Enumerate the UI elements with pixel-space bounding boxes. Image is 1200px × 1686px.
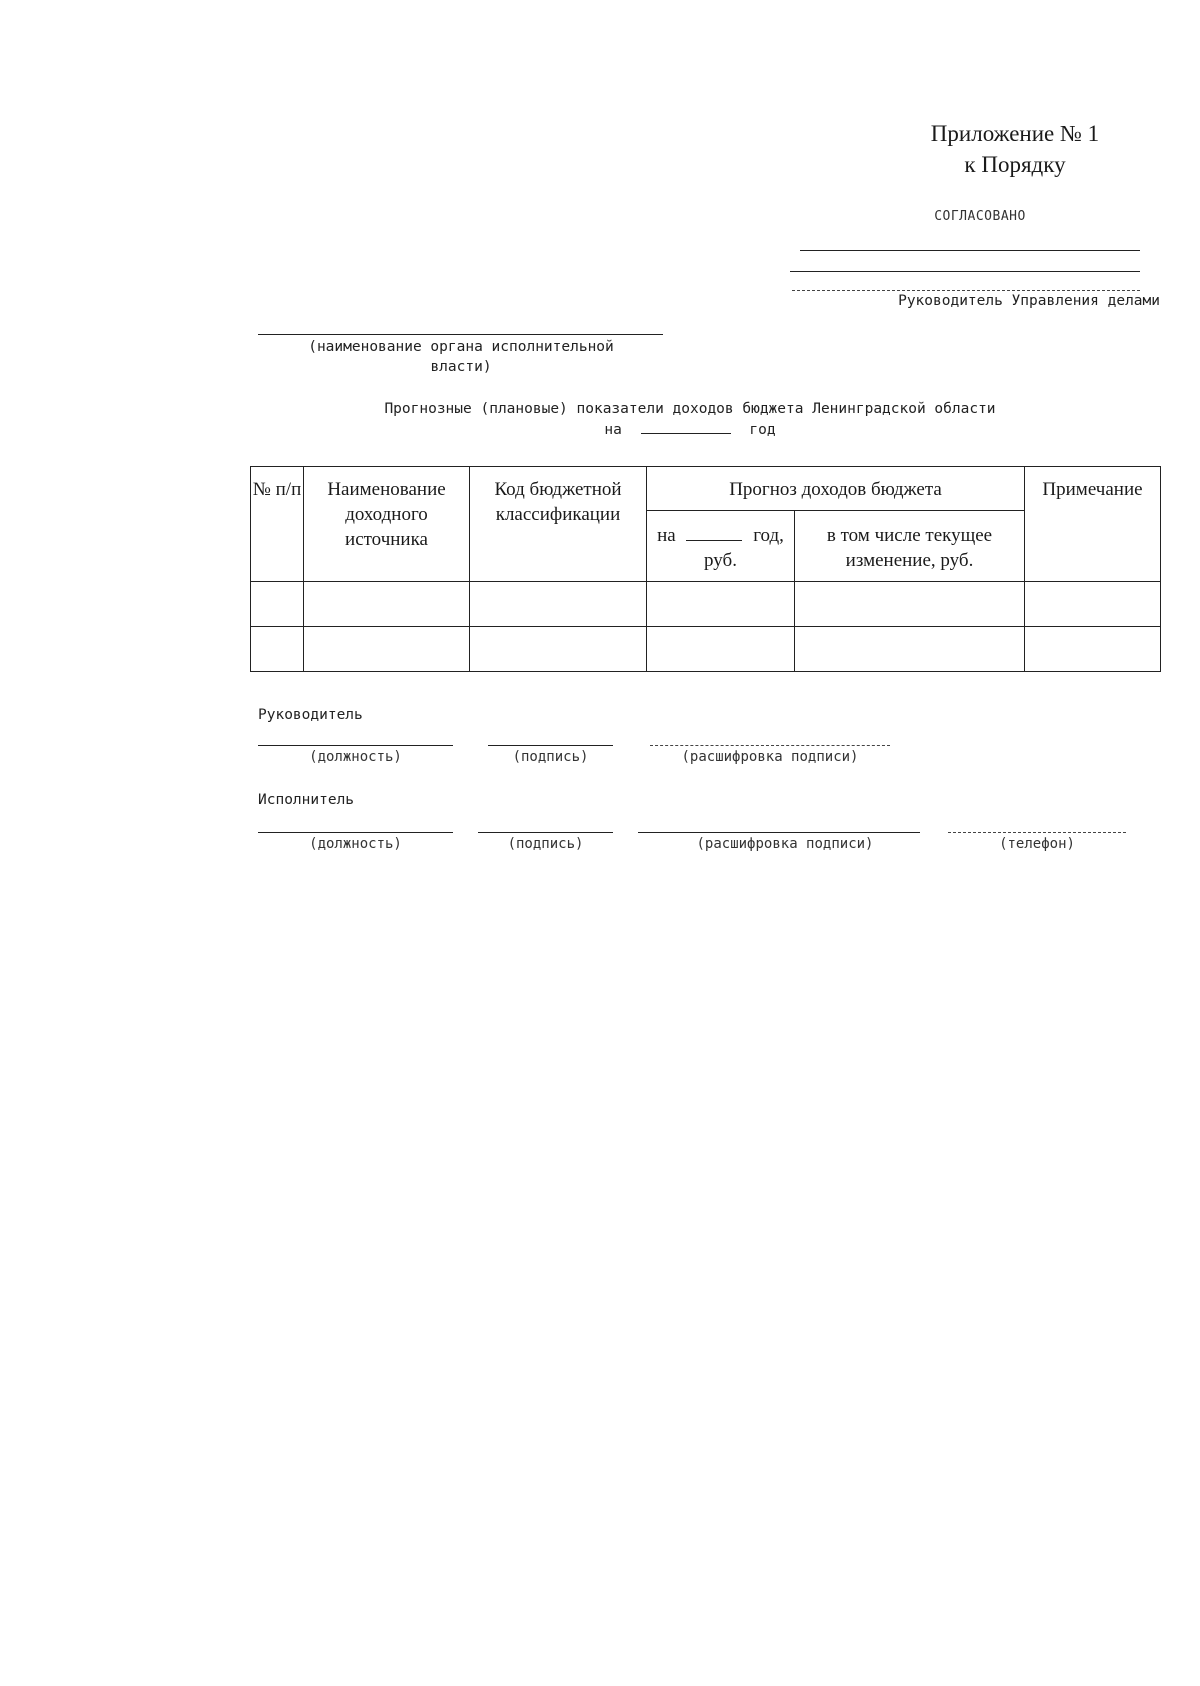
table-cell[interactable] bbox=[304, 627, 470, 672]
executor-decoding-line bbox=[638, 832, 920, 833]
executor-signature-caption: (подпись) bbox=[507, 836, 584, 852]
table-row bbox=[251, 627, 1161, 672]
approved-label: СОГЛАСОВАНО bbox=[934, 209, 1026, 224]
head-label: Руководитель bbox=[258, 707, 363, 723]
year-blank bbox=[641, 419, 731, 434]
form-title bbox=[250, 399, 1130, 440]
table-cell[interactable] bbox=[304, 582, 470, 627]
executor-label: Исполнитель bbox=[258, 792, 355, 808]
organization-caption bbox=[256, 337, 666, 377]
head-signature-line bbox=[488, 745, 613, 746]
sub-year-suffix: год, bbox=[753, 525, 784, 546]
form-title-text: Прогнозные (плановые) показатели доходов бюджета Ленинградской области bbox=[384, 401, 996, 417]
table-cell[interactable] bbox=[647, 582, 795, 627]
table-cell[interactable] bbox=[251, 627, 304, 672]
table-cell[interactable] bbox=[795, 582, 1025, 627]
header-current-change: в том числе текущее изменение, руб. bbox=[795, 511, 1025, 582]
approval-line-1 bbox=[800, 250, 1140, 251]
head-position-caption: (должность) bbox=[309, 749, 402, 765]
header-forecast-year bbox=[647, 511, 795, 582]
approver-position: Руководитель Управления делами bbox=[898, 293, 1160, 309]
table-cell[interactable] bbox=[647, 627, 795, 672]
header-income-source: Наименование доходного источника bbox=[304, 467, 470, 582]
table-cell[interactable] bbox=[1025, 582, 1161, 627]
table-cell[interactable] bbox=[470, 582, 647, 627]
head-signature-caption: (подпись) bbox=[512, 749, 589, 765]
appendix-line-1: Приложение № 1 bbox=[930, 121, 1100, 146]
header-num: № п/п bbox=[251, 467, 304, 582]
head-decoding-line bbox=[650, 745, 890, 746]
table-row bbox=[251, 582, 1161, 627]
executor-phone-caption: (телефон) bbox=[999, 836, 1075, 852]
appendix-title bbox=[900, 118, 1130, 180]
executor-signature-line bbox=[478, 832, 613, 833]
head-decoding-caption: (расшифровка подписи) bbox=[681, 749, 859, 765]
table-cell[interactable] bbox=[470, 627, 647, 672]
executor-decoding-caption: (расшифровка подписи) bbox=[696, 836, 874, 852]
table-header-row bbox=[251, 467, 1161, 511]
header-budget-code: Код бюджетной классификации bbox=[470, 467, 647, 582]
organization-name-line bbox=[258, 334, 663, 335]
organization-caption-line-1: (наименование органа исполнительной bbox=[308, 339, 614, 355]
table-cell[interactable] bbox=[795, 627, 1025, 672]
sub-year-blank bbox=[686, 524, 742, 541]
table-cell[interactable] bbox=[251, 582, 304, 627]
sub-year-prefix: на bbox=[657, 525, 676, 546]
header-note: Примечание bbox=[1025, 467, 1161, 582]
approval-line-3 bbox=[792, 290, 1140, 291]
organization-caption-line-2: власти) bbox=[430, 359, 492, 375]
executor-position-line bbox=[258, 832, 453, 833]
sub-year-unit: руб. bbox=[704, 550, 737, 571]
year-prefix: на bbox=[604, 422, 622, 438]
appendix-line-2: к Порядку bbox=[964, 152, 1066, 177]
head-position-line bbox=[258, 745, 453, 746]
table-cell[interactable] bbox=[1025, 627, 1161, 672]
year-suffix: год bbox=[749, 422, 776, 438]
executor-phone-line bbox=[948, 832, 1126, 833]
executor-position-caption: (должность) bbox=[309, 836, 402, 852]
approval-line-2 bbox=[790, 271, 1140, 272]
form-title-year-row bbox=[250, 419, 1130, 440]
revenue-forecast-table bbox=[250, 466, 1161, 672]
header-forecast: Прогноз доходов бюджета bbox=[647, 467, 1025, 511]
